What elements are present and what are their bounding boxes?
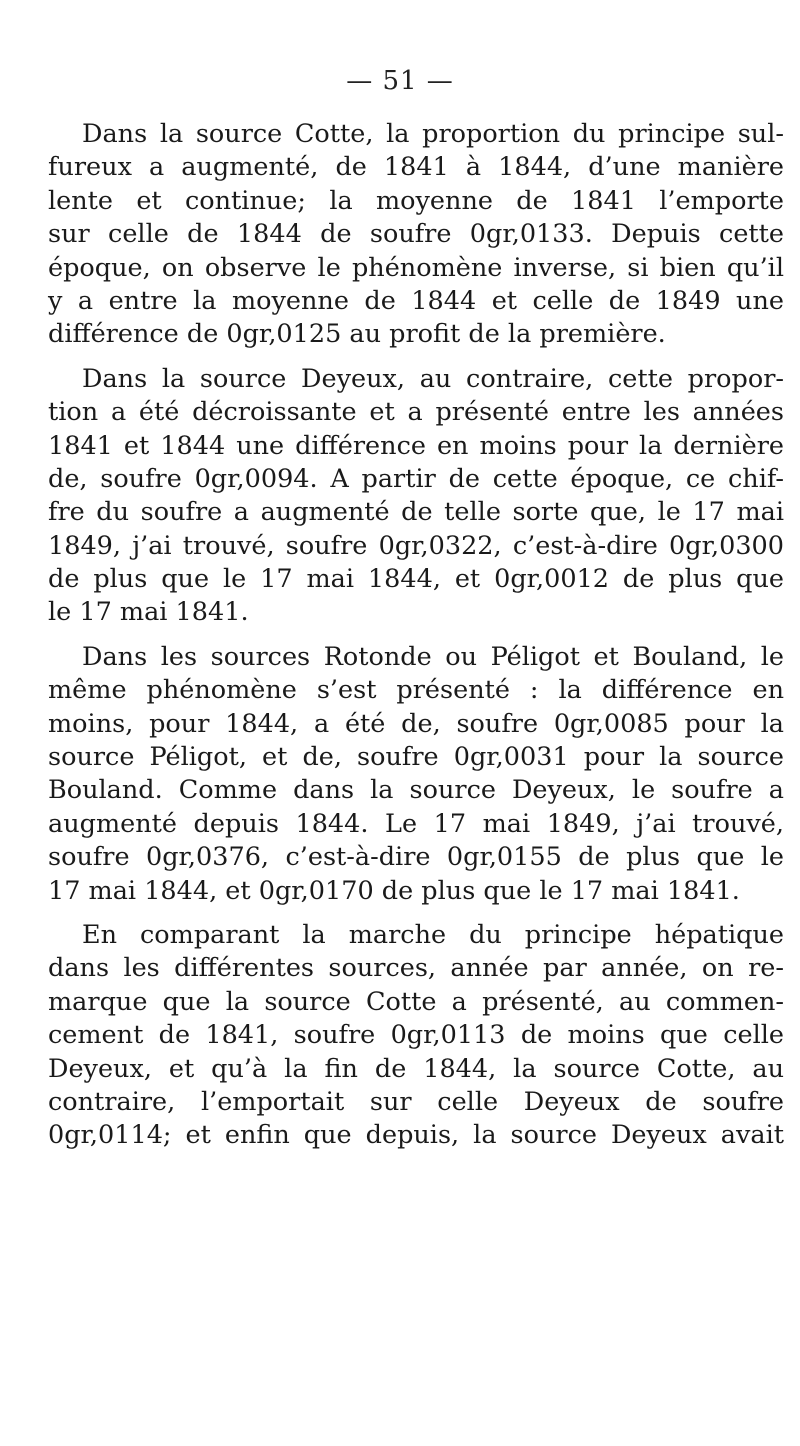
text-line: Dans la source Deyeux, au contraire, cette propor- — [82, 363, 784, 394]
text-line: de plus que le 17 mai 1844, et 0gr,0012 de plus que — [48, 564, 784, 595]
text-line: 0gr,0114; et enfin que depuis, la source Deyeux avait — [48, 1120, 784, 1151]
text-line: même phénomène s’est présenté : la différence en — [48, 675, 784, 706]
text-line: soufre 0gr,0376, c’est-à-dire 0gr,0155 de plus que le — [48, 842, 784, 873]
text-line: Dans les sources Rotonde ou Péligot et Bouland, le — [82, 641, 784, 672]
text-line: 1849, j’ai trouvé, soufre 0gr,0322, c’est-à-dire 0gr,0300 — [48, 530, 784, 561]
text-line: époque, on observe le phénomène inverse, si bien qu’il — [48, 252, 784, 283]
text-line: y a entre la moyenne de 1844 et celle de 1849 une — [48, 285, 784, 316]
body-text — [48, 118, 784, 1164]
text-line: augmenté depuis 1844. Le 17 mai 1849, j’ai trouvé, — [48, 808, 784, 839]
text-line: marque que la source Cotte a présenté, au commen- — [48, 986, 784, 1017]
text-line: cement de 1841, soufre 0gr,0113 de moins que celle — [48, 1020, 784, 1051]
text-line: fre du soufre a augmenté de telle sorte que, le 17 mai — [48, 497, 784, 528]
text-line: En comparant la marche du principe hépatique — [82, 919, 784, 950]
text-line: le 17 mai 1841. — [48, 597, 249, 628]
text-line: Dans la source Cotte, la proportion du principe sul- — [82, 119, 784, 149]
text-line: lente et continue; la moyenne de 1841 l’emporte — [48, 185, 784, 216]
text-line: moins, pour 1844, a été de, soufre 0gr,0085 pour la — [48, 708, 784, 739]
paragraph-comparaison — [48, 919, 784, 1153]
text-line: différence de 0gr,0125 au profit de la première. — [48, 319, 666, 350]
text-line: Deyeux, et qu’à la fin de 1844, la source Cotte, au — [48, 1053, 784, 1084]
text-line: source Péligot, et de, soufre 0gr,0031 pour la source — [48, 742, 784, 773]
text-line: dans les différentes sources, année par année, on re- — [48, 953, 784, 984]
text-line: fureux a augmenté, de 1841 à 1844, d’une manière — [48, 152, 784, 183]
text-line: Bouland. Comme dans la source Deyeux, le soufre a — [48, 775, 784, 806]
text-line: de, soufre 0gr,0094. A partir de cette époque, ce chif- — [48, 463, 784, 494]
text-line: 17 mai 1844, et 0gr,0170 de plus que le 17 mai 1841. — [48, 875, 740, 906]
text-line: tion a été décroissante et a présenté entre les années — [48, 397, 784, 428]
paragraph-deyeux — [48, 363, 784, 630]
paragraph-rotonde — [48, 641, 784, 908]
paragraph-cotte — [48, 118, 784, 352]
text-line: 1841 et 1844 une différence en moins pour la dernière — [48, 430, 784, 461]
page-number: — 51 — — [346, 66, 454, 96]
text-line: sur celle de 1844 de soufre 0gr,0133. Depuis cette — [48, 219, 784, 250]
text-line: contraire, l’emportait sur celle Deyeux de soufre — [48, 1086, 784, 1117]
